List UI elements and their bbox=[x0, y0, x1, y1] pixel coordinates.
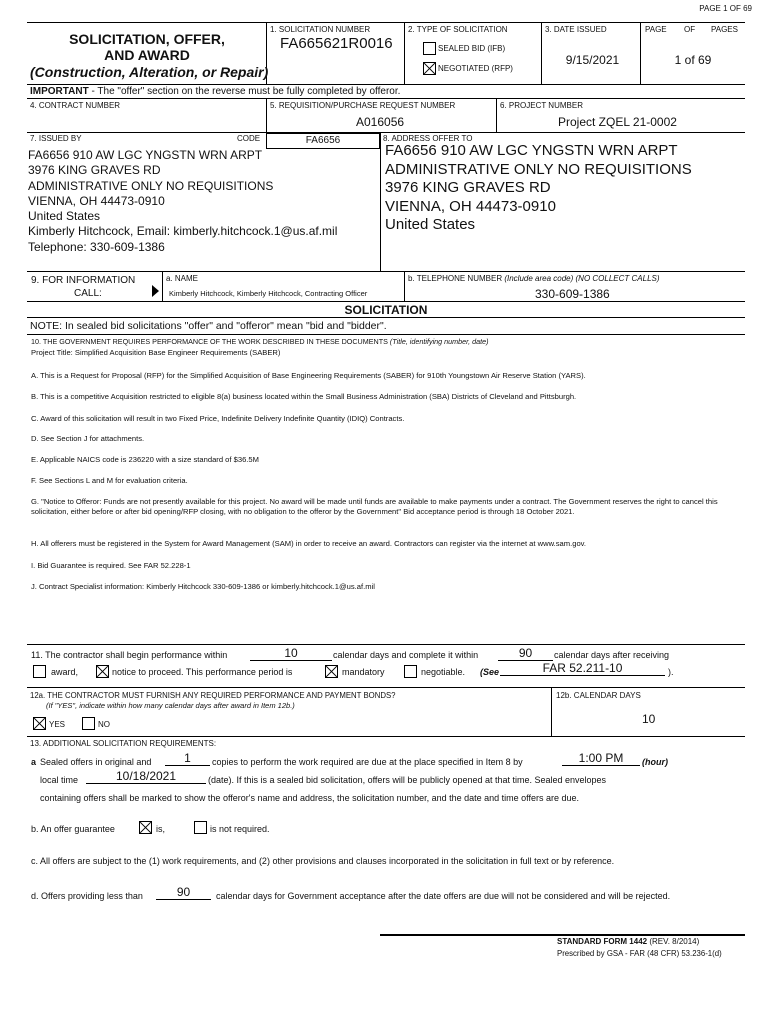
requirement-item-e: E. Applicable NAICS code is 236220 with a size standard of $36.5M bbox=[31, 455, 259, 464]
sealed-bid-checkbox[interactable] bbox=[423, 42, 436, 55]
block10-heading bbox=[31, 337, 489, 346]
bonds-hint: (If "YES", indicate within how many calendar days after award in Item 12b.) bbox=[46, 701, 295, 710]
due-date: 10/18/2021 bbox=[86, 770, 206, 784]
project-number-label: 6. PROJECT NUMBER bbox=[500, 101, 583, 110]
sealed-bid-label: SEALED BID (IFB) bbox=[438, 44, 506, 53]
requirement-item-i: I. Bid Guarantee is required. See FAR 52.228-1 bbox=[31, 561, 191, 570]
acceptance-days: 90 bbox=[156, 886, 211, 900]
note-text: NOTE: In sealed bid solicitations "offer" and "offeror" mean "bid and "bidder". bbox=[30, 320, 387, 332]
page-block-label-pages: PAGES bbox=[711, 25, 738, 34]
solicitation-type-label: 2. TYPE OF SOLICITATION bbox=[408, 25, 508, 34]
negotiable-label: negotiable. bbox=[421, 667, 466, 677]
telephone-label bbox=[408, 274, 660, 283]
important-lead: IMPORTANT bbox=[30, 86, 89, 97]
block10-label: 10. THE GOVERNMENT REQUIRES PERFORMANCE OF THE WORK DESCRIBED IN THESE DOCUMENTS bbox=[31, 337, 388, 346]
bonds-yes-checkbox[interactable] bbox=[33, 717, 46, 730]
date-issued: 9/15/2021 bbox=[565, 53, 620, 67]
negotiable-checkbox[interactable] bbox=[404, 665, 417, 678]
notice-to-proceed-checkbox[interactable] bbox=[96, 665, 109, 678]
divider bbox=[27, 98, 745, 99]
requirement-item-f: F. See Sections L and M for evaluation criteria. bbox=[31, 476, 188, 485]
see-close: ). bbox=[668, 667, 674, 677]
solicitation-number-label: 1. SOLICITATION NUMBER bbox=[270, 25, 371, 34]
divider bbox=[404, 271, 405, 301]
divider bbox=[27, 132, 745, 133]
project-number: Project ZQEL 21-0002 bbox=[558, 115, 677, 129]
item-a-text1: Sealed offers in original and bbox=[40, 757, 152, 767]
bonds-no-checkbox[interactable] bbox=[82, 717, 95, 730]
requirement-item-c: C. Award of this solicitation will result in two Fixed Price, Indefinite Delivery Indefinite Quantity (IDIQ) Contracts. bbox=[31, 414, 405, 423]
calendar-days: 10 bbox=[642, 712, 656, 726]
requisition-number-label: 5. REQUISITION/PURCHASE REQUEST NUMBER bbox=[270, 101, 456, 110]
mandatory-label: mandatory bbox=[342, 667, 385, 677]
requirement-item-a: A. This is a Request for Proposal (RFP) for the Simplified Acquisition of Base Engineering Requirements (SABER) for 910th Youngstown Air Reserve Station (YARS). bbox=[31, 371, 586, 380]
local-time-label: local time bbox=[40, 775, 79, 785]
divider bbox=[541, 22, 542, 84]
requirement-item-g: G. "Notice to Offeror: Funds are not presently available for this project. No award will be made until funds are available to make payments under a contract. The Government reserves the right to cancel this solicitation, either before or after bid opening/RFP closing, with no obligation to the offeror by the Government" Bid acceptance period is through 18 October 2021. bbox=[31, 497, 718, 516]
divider bbox=[266, 98, 267, 132]
bonds-no-label: NO bbox=[98, 720, 110, 729]
form-title-line2: AND AWARD bbox=[104, 47, 190, 63]
hour-label: (hour) bbox=[642, 757, 668, 767]
item-c-text: c. All offers are subject to the (1) work requirements, and (2) other provisions and clauses incorporated in the solicitation in full text or by reference. bbox=[31, 856, 615, 866]
item-a-text4: containing offers shall be marked to show the offeror's name and address, the solicitation number, and the date and time offers are due. bbox=[40, 793, 580, 803]
page-block-label-of: OF bbox=[684, 25, 696, 34]
divider bbox=[404, 22, 405, 84]
block11-text-a: 11. The contractor shall begin performance within bbox=[31, 650, 228, 660]
divider bbox=[162, 271, 163, 301]
requirement-item-d: D. See Section J for attachments. bbox=[31, 434, 145, 443]
begin-days: 10 bbox=[250, 647, 332, 661]
solicitation-number: FA665621R0016 bbox=[280, 35, 393, 52]
prescribed-by: Prescribed by GSA - FAR (48 CFR) 53.236-1(d) bbox=[557, 949, 722, 958]
divider bbox=[27, 644, 745, 645]
block11-text-c: calendar days after receiving bbox=[554, 650, 670, 660]
telephone-number: 330-609-1386 bbox=[535, 287, 610, 301]
form-title-line3: (Construction, Alteration, or Repair) bbox=[30, 64, 269, 80]
requisition-number: A016056 bbox=[356, 115, 405, 129]
negotiated-checkbox[interactable] bbox=[423, 62, 436, 75]
award-label: award, bbox=[51, 667, 79, 677]
issuer-code: FA6656 bbox=[266, 133, 380, 149]
block11-text-b: calendar days and complete it within bbox=[333, 650, 479, 660]
award-checkbox[interactable] bbox=[33, 665, 46, 678]
arrow-right-icon bbox=[152, 285, 159, 297]
code-label: CODE bbox=[237, 134, 261, 143]
form-name: STANDARD FORM 1442 bbox=[557, 937, 648, 946]
notice-label: notice to proceed. This performance period is bbox=[112, 667, 293, 677]
contact-name: Kimberly Hitchcock, Kimberly Hitchcock, Contracting Officer bbox=[169, 289, 368, 298]
block10-hint: (Title, identifying number, date) bbox=[389, 337, 489, 346]
form-title-line1: SOLICITATION, OFFER, bbox=[69, 31, 225, 47]
divider bbox=[27, 334, 745, 335]
important-note bbox=[30, 86, 400, 97]
top-border bbox=[27, 22, 745, 23]
divider bbox=[551, 687, 552, 736]
negotiated-label: NEGOTIATED (RFP) bbox=[438, 64, 513, 73]
item-d-text1: d. Offers providing less than bbox=[31, 891, 143, 901]
form-revision: (REV. 8/2014) bbox=[647, 937, 700, 946]
item-a-text2: copies to perform the work required are due at the place specified in Item 8 by bbox=[212, 757, 523, 767]
bonds-yes-label: YES bbox=[49, 720, 66, 729]
date-issued-label: 3. DATE ISSUED bbox=[545, 25, 607, 34]
divider bbox=[27, 301, 745, 302]
item-a-text3: (date). If this is a sealed bid solicitation, offers will be publicly opened at that time. Sealed envelopes bbox=[208, 775, 607, 785]
complete-days: 90 bbox=[498, 647, 553, 661]
due-time: 1:00 PM bbox=[562, 752, 640, 766]
issuer-address: FA6656 910 AW LGC YNGSTN WRN ARPT 3976 KING GRAVES RD ADMINISTRATIVE ONLY NO REQUISITIONS VIENNA, OH 44473-0910 United States Kimberly Hitchcock, Email: kimberly.hitchcock.1@us.af.mil Telephone: 330-609-1386 bbox=[28, 148, 338, 254]
item-b-text: b. An offer guarantee bbox=[31, 824, 115, 834]
guarantee-not-label: is not required. bbox=[210, 824, 270, 834]
divider bbox=[27, 84, 745, 85]
divider bbox=[27, 271, 745, 272]
divider bbox=[380, 132, 381, 271]
info-call-label-line1: 9. FOR INFORMATION bbox=[31, 275, 136, 286]
issued-by-label: 7. ISSUED BY bbox=[30, 134, 82, 143]
guarantee-not-checkbox[interactable] bbox=[194, 821, 207, 834]
divider bbox=[27, 736, 745, 737]
guarantee-is-label: is, bbox=[156, 824, 165, 834]
divider bbox=[27, 317, 745, 318]
form-number bbox=[557, 937, 699, 946]
address-offer-to-label: 8. ADDRESS OFFER TO bbox=[383, 134, 473, 143]
mandatory-checkbox[interactable] bbox=[325, 665, 338, 678]
contact-name-label: a. NAME bbox=[166, 274, 199, 283]
page-count: 1 of 69 bbox=[674, 53, 712, 67]
important-text: - The "offer" section on the reverse must be fully completed by offeror. bbox=[88, 86, 401, 97]
bonds-label: 12a. THE CONTRACTOR MUST FURNISH ANY REQUIRED PERFORMANCE AND PAYMENT BONDS? bbox=[30, 691, 396, 700]
item-a-prefix: a bbox=[31, 757, 37, 767]
item-d-text2: calendar days for Government acceptance after the date offers are due will not be considered and will be rejected. bbox=[216, 891, 671, 901]
telephone-hint: (Include area code) (NO COLLECT CALLS) bbox=[504, 274, 660, 283]
see-label: (See bbox=[480, 667, 500, 677]
footer-rule bbox=[380, 934, 745, 936]
project-title: Project Title: Simplified Acquisition Base Engineer Requirements (SABER) bbox=[31, 348, 281, 357]
page-block-label-page: PAGE bbox=[645, 25, 667, 34]
offer-address: FA6656 910 AW LGC YNGSTN WRN ARPT ADMINISTRATIVE ONLY NO REQUISITIONS 3976 KING GRAVES RD VIENNA, OH 44473-0910 United States bbox=[385, 142, 692, 233]
guarantee-is-checkbox[interactable] bbox=[139, 821, 152, 834]
requirement-item-h: H. All offerers must be registered in the System for Award Management (SAM) in order to receive an award. Contractors can register via the internet at www.sam.gov. bbox=[31, 539, 587, 548]
page-label: PAGE 1 OF 69 bbox=[699, 4, 752, 13]
divider bbox=[27, 687, 745, 688]
telephone-label-text: b. TELEPHONE NUMBER bbox=[408, 274, 503, 283]
divider bbox=[496, 98, 497, 132]
contract-number-label: 4. CONTRACT NUMBER bbox=[30, 101, 121, 110]
copies-count: 1 bbox=[165, 752, 210, 766]
requirement-item-j: J. Contract Specialist information: Kimberly Hitchcock 330-609-1386 or kimberly.hitchcock.1@us.af.mil bbox=[31, 582, 375, 591]
info-call-label-line2: CALL: bbox=[74, 288, 102, 299]
requirement-item-b: B. This is a competitive Acquisition restricted to eligible 8(a) business located within the Small Business Administration (SBA) Districts of Cleveland and Pittsburgh. bbox=[31, 392, 577, 401]
solicitation-header: SOLICITATION bbox=[344, 303, 428, 317]
calendar-days-label: 12b. CALENDAR DAYS bbox=[556, 691, 641, 700]
additional-requirements-label: 13. ADDITIONAL SOLICITATION REQUIREMENTS: bbox=[30, 739, 217, 748]
far-reference: FAR 52.211-10 bbox=[500, 662, 665, 676]
